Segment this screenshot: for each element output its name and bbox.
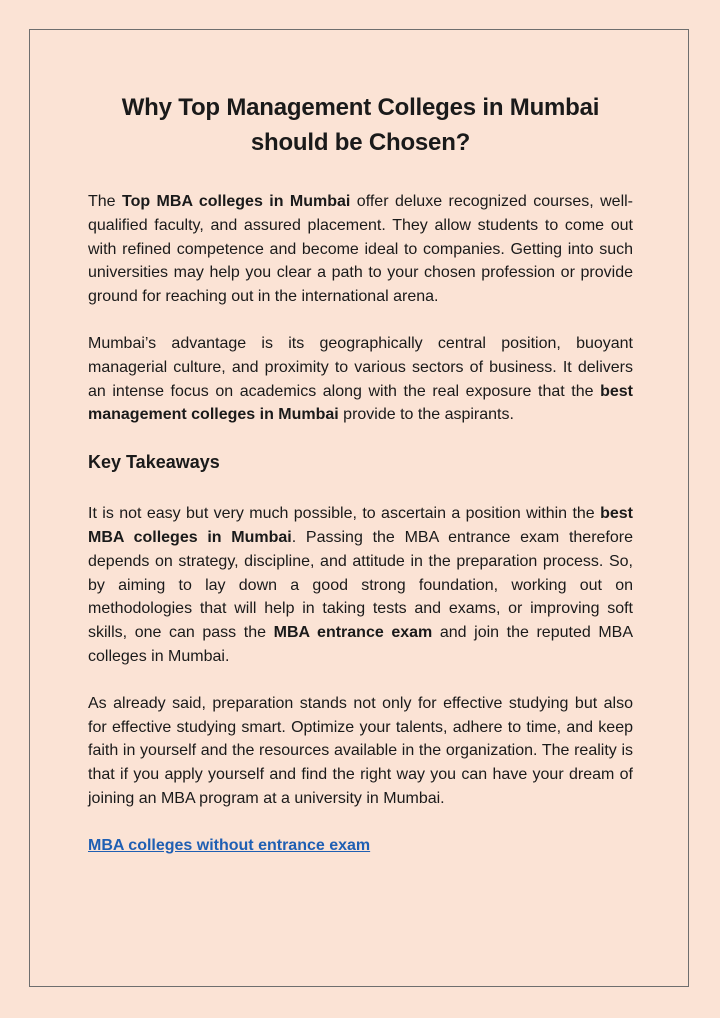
p3-text-1: It is not easy but very much possible, to ascertain a position within the [88, 505, 601, 523]
p3-bold-2: MBA entrance exam [273, 624, 433, 642]
document-content [88, 90, 633, 858]
document-page [29, 29, 689, 987]
advantage-paragraph [88, 332, 633, 427]
preparation-paragraph: As already said, preparation stands not only for effective studying but also for effective studying smart. Optimize your talents, adhere to time, and keep faith in yourself and the resources available in the organization. The reality is that if you apply yourself and find the right way you can have your dream of joining an MBA program at a university in Mumbai. [88, 694, 633, 807]
p1-text-2: offer deluxe recognized courses, well-qualified faculty, and assured placement. They allow students to come out with refined competence and become ideal to companies. Getting into such universities may help you clear a path to your chosen profession or provide ground for reaching out in the international arena. [88, 193, 634, 306]
p2-text-2: provide to the aspirants. [338, 406, 514, 424]
p2-bold-1: best management colleges in Mumbai [88, 382, 633, 424]
p1-bold-1: Top MBA colleges in Mumbai [122, 193, 351, 210]
intro-paragraph [88, 190, 633, 309]
section-heading: Key Takeaways [88, 452, 220, 473]
takeaways-paragraph [88, 502, 633, 669]
p1-text-1: The [88, 193, 122, 210]
p2-text-1: Mumbai’s advantage is its geographically central position, buoyant managerial culture, and proximity to various sectors of business. It delivers an intense focus on academics along with the real exposure that the [88, 334, 633, 400]
entrance-exam-link[interactable]: MBA colleges without entrance exam [88, 836, 371, 854]
p3-text-2: . Passing the MBA entrance exam therefore depends on strategy, discipline, and attitude in the preparation process. So, by aiming to lay down a good strong foundation, working out on methodologies that will help in taking tests and exams, or improving soft skills, one can pass the [88, 528, 634, 642]
p3-text-3: and join the reputed MBA colleges in Mumbai. [88, 624, 634, 665]
page-title: Why Top Management Colleges in Mumbai should be Chosen? [121, 94, 600, 156]
p3-bold-1: best MBA colleges in Mumbai [88, 505, 633, 546]
